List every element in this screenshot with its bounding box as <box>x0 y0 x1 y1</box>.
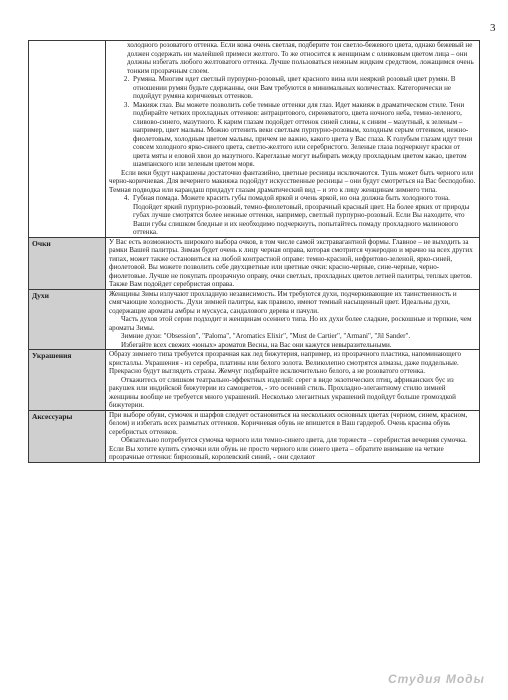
page-number: 3 <box>490 22 496 34</box>
section-label-makeup <box>29 41 106 238</box>
section-content-jewelry <box>106 350 480 411</box>
table-row <box>29 410 480 462</box>
section-label-accessories: Аксессуары <box>29 410 106 462</box>
section-label-perfume: Духи <box>29 289 106 350</box>
makeup-list-2 <box>109 194 476 237</box>
makeup-intro: холодного розоватого оттенка. Если кожа очень светлая, подберите тон светло-бежевого цвета, однако бежевый не должен содержать ни малейшей примеси желтого. То же относится к женщинам с оливковым цветом лица – они должны избегать любого желтоватого оттенка. Лучше пользоваться нежным жидким средством, ложащимся очень тонким прозрачным слоем. <box>127 41 474 75</box>
section-content-accessories <box>106 410 480 462</box>
makeup-list <box>109 75 476 169</box>
section-content-glasses <box>106 237 480 289</box>
paragraph: При выборе обуви, сумочек и шарфов следует остановиться на нескольких основных цветах (черном, синем, красном, белом) и избегать всех размытых оттенков. Коричневая обувь не впишется в Ваш гардероб. Очень красива обувь серебристых оттенков. <box>109 410 468 436</box>
paragraph: Образу зимнего типа требуется прозрачная как лед бижутерия, например, из прозрачного пластика, напоминающего кристаллы. Украшения - из серебра, платины или белого золота. Великолепно смотрятся алмазы, даже поддельные. Прекрасно будут выглядеть стразы. Жемчуг подбирайте исключительно белого, а не розоватого оттенка. <box>109 350 462 375</box>
makeup-mid-paragraph: Если веки будут накрашены достаточно фантазийно, цветные ресницы исключаются. Тушь может быть черного или черно-коричневая. Для вечернего макияжа подойдут искусственные ресницы – они будут смотреться на Вас бесподобно. Темная подводка или карандаш придадут глазам драматический вид – и это к лицу женщинам зимнего типа. <box>109 168 476 194</box>
section-content-perfume <box>106 289 480 350</box>
paragraph: У Вас есть возможность широкого выбора очков, в том числе самой экстравагантной формы. Главное – не выходить за рамки Вашей палитры. Зимам будет очень к лицу черная оправа, которая смотрится чужеродно и мрачно на всех других типах, может также остановиться на любой контрастной оправе: темно-красной, нефритово-зеленой, ярко-синей, фиолетовой. Вы можете позволить себе двухцветные или цветные очки: красно-черные, сине-черные, черно-фиолетовые. Лучше не покупать прозрачную оправу, очки светлых, прохладных цветов летней палитры, теплых цветов. Также Вам подойдет серебристая оправа. <box>109 237 473 288</box>
list-item: 2. Румяна. Многим идет светлый пурпурно-розовый, цвет красного вина или неяркий розовый цвет румян. В отношении румян будьте сдержанны, они Вам требуются в минимальных количествах. Категорически не подойдут румяна коричневых оттенков. <box>131 75 476 101</box>
section-label-glasses: Очки <box>29 237 106 289</box>
paragraph: Избегайте всех свежих «юных» ароматов Весны, на Вас они кажутся невыразительными. <box>121 340 392 349</box>
paragraph: Зимние духи: "Obsession", "Paloma", "Aromatics Elixir", "Must de Cartier", "Armani", "Jil Sander". <box>121 332 411 340</box>
table-row <box>29 237 480 289</box>
paragraph: Часть духов этой серии подходит и женщинам осеннего типа. Но их духи более сладкие, роскошные и терпкие, чем ароматы Зимы. <box>109 315 472 332</box>
advice-table <box>28 40 480 463</box>
list-item: 4. Губная помада. Можете красить губы помадой яркой и очень яркой, но она должна быть холодного тона. Подойдет яркий пурпурно-розовый, темно-фиолетовый, прозрачный красный цвет. На более ярких от природы губах лучше смотрятся более нежные оттенки, например, светлый пурпурно-розовый. Если Вы находите, что Ваши губы слишком бледные и их необходимо подчеркнуть, попытайтесь помаду прохладного малинового оттенка. <box>131 194 476 237</box>
table-row <box>29 41 480 238</box>
section-label-jewelry: Украшения <box>29 350 106 411</box>
paragraph: Женщины Зимы излучают прохладную независимость. Им требуются духи, подчеркивающие их таинственность и смягчающие холодность. Духи зимней палитры, как правило, имеют темный насыщенный цвет. Идеальны духи, содержащие ароматы амбры и мускуса, сандалового дерева и пачули. <box>109 289 457 315</box>
paragraph: Если Вы хотите купить сумочки или обувь не просто черного или синего цвета – обратите внимание на четкие прозрачные оттенки: бирюзовый, королевский синий, - они сделают <box>109 444 444 461</box>
table-row <box>29 350 480 411</box>
section-content-makeup <box>106 41 480 238</box>
table-row <box>29 289 480 350</box>
watermark-logo: Студия Моды <box>388 672 485 686</box>
paragraph: Обязательно потребуется сумочка черного или темно-синего цвета, для торжеств – серебристая вечерняя сумочка. <box>121 436 467 444</box>
list-item: 3. Макияж глаз. Вы можете позволить себе темные оттенки для глаз. Идет макияж в драматическом стиле. Тени подбирайте четких прохладных оттенков: антрацитового, сиреневатого, цвета ночного неба, темно-зеленого, сливово-синего, мазутного. К карим глазам подойдет оттенок синей сливы, к синим – мазутный, к зеленым – например, цвет мальвы. Можно оттенить веки светлым пурпурно-розовым, холодным серым оттенком, нежно-фиолетовым, холодным цветом мальвы, причем не важно, какого цвета у Вас глаза. К голубым глазам идут тени совсем холодного ярко-синего цвета, светло-желтого или серебристого. Зеленые глаза подчеркнут краски от цвета мяты и еловой хвои до мазутного. Кареглазые могут выбирать между прохладным цветом какао, цветом шампанского или зеленым цветом моря. <box>131 101 476 169</box>
paragraph: Откажитесь от слишком театрально-эффектных изделий: серег в виде экзотических птиц, африканских бус из ракушек или индийской бижутерии из самоцветов, - это осенний стиль. Прохладно-элегантному стилю зимней женщины вообще не требуется много украшений. Несколько элегантных украшений подойдут больше громоздкой бижутерии. <box>109 375 456 409</box>
